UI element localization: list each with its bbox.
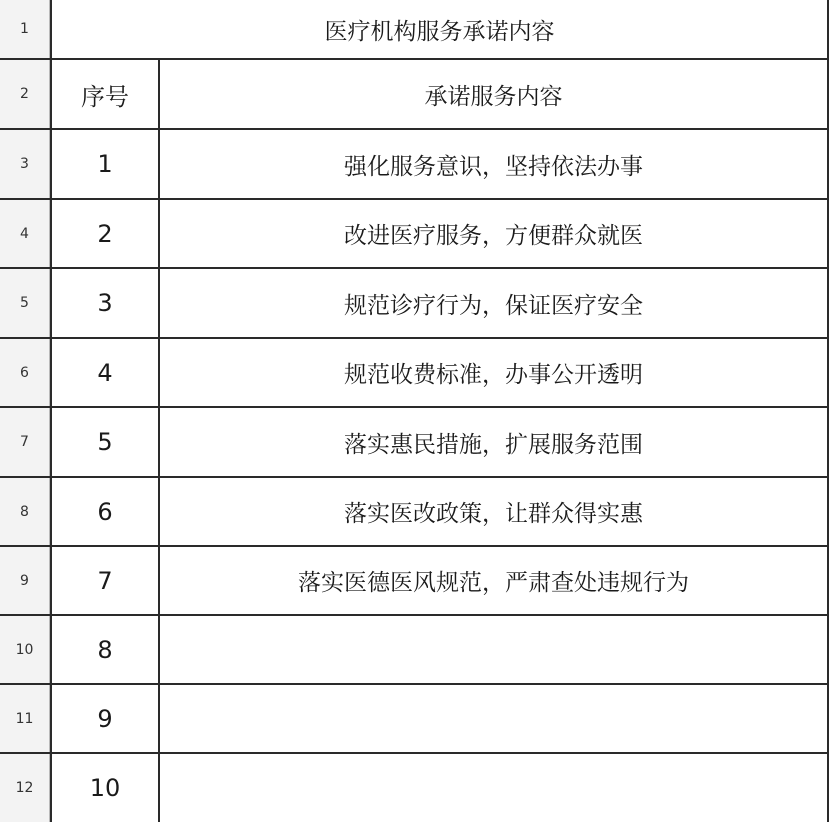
cell-no[interactable]: 4 xyxy=(97,358,113,387)
row-number[interactable]: 5 xyxy=(0,269,50,337)
row-number[interactable]: 11 xyxy=(0,685,50,752)
header-cell-content[interactable]: 承诺服务内容 xyxy=(424,83,563,110)
cell-no[interactable]: 6 xyxy=(97,497,113,526)
row-number[interactable]: 12 xyxy=(0,754,50,822)
cell-content[interactable]: 改进医疗服务，方便群众就医 xyxy=(344,223,643,249)
cell-content[interactable]: 落实医德医风规范，严肃查处违规行为 xyxy=(298,570,689,596)
grid-line xyxy=(0,406,829,408)
cell-content[interactable]: 规范收费标准，办事公开透明 xyxy=(344,362,643,388)
table-row xyxy=(0,616,829,683)
grid-line xyxy=(0,545,829,547)
grid-line xyxy=(50,0,52,822)
cell-content[interactable] xyxy=(160,616,827,683)
cell-no[interactable]: 8 xyxy=(97,635,113,664)
cell-no[interactable]: 5 xyxy=(97,428,113,456)
table-row xyxy=(0,478,829,545)
table-row xyxy=(0,754,829,822)
cell-content[interactable]: 强化服务意识，坚持依法办事 xyxy=(344,153,643,180)
table-row xyxy=(0,408,829,476)
cell-no[interactable]: 1 xyxy=(97,150,113,178)
grid-line xyxy=(158,58,160,822)
table-row xyxy=(0,685,829,752)
table-row xyxy=(0,339,829,406)
table-row xyxy=(0,547,829,614)
grid-line xyxy=(0,476,829,478)
table-row xyxy=(0,130,829,198)
row-number[interactable]: 3 xyxy=(0,130,50,198)
cell-no[interactable]: 10 xyxy=(89,774,121,802)
header-cell-no[interactable]: 序号 xyxy=(81,82,129,111)
table-title-cell[interactable]: 医疗机构服务承诺内容 xyxy=(324,18,555,45)
grid-line xyxy=(0,128,829,130)
cell-content[interactable]: 落实医改政策，让群众得实惠 xyxy=(344,501,643,527)
cell-content[interactable]: 规范诊疗行为，保证医疗安全 xyxy=(344,292,643,319)
cell-no[interactable]: 9 xyxy=(97,704,113,733)
grid-line xyxy=(0,614,829,616)
row-number[interactable]: 7 xyxy=(0,408,50,476)
row-number[interactable]: 2 xyxy=(0,60,50,128)
cell-no[interactable]: 3 xyxy=(97,289,113,317)
table-row xyxy=(0,200,829,267)
cell-no[interactable]: 2 xyxy=(97,219,113,248)
cell-no[interactable]: 7 xyxy=(97,566,113,595)
row-number[interactable]: 8 xyxy=(0,478,50,545)
row-number[interactable]: 6 xyxy=(0,339,50,406)
header-row xyxy=(0,60,829,128)
title-row xyxy=(0,0,829,58)
grid-line xyxy=(0,198,829,200)
cell-content[interactable]: 落实惠民措施，扩展服务范围 xyxy=(344,431,643,458)
row-number[interactable]: 4 xyxy=(0,200,50,267)
row-number[interactable]: 10 xyxy=(0,616,50,683)
cell-content[interactable] xyxy=(160,754,827,822)
grid-line xyxy=(0,267,829,269)
row-number[interactable]: 1 xyxy=(0,0,50,58)
row-number[interactable]: 9 xyxy=(0,547,50,614)
cell-content[interactable] xyxy=(160,685,827,752)
grid-line xyxy=(0,58,829,60)
grid-line xyxy=(0,337,829,339)
grid-line xyxy=(0,683,829,685)
grid-line xyxy=(0,752,829,754)
table-row xyxy=(0,269,829,337)
